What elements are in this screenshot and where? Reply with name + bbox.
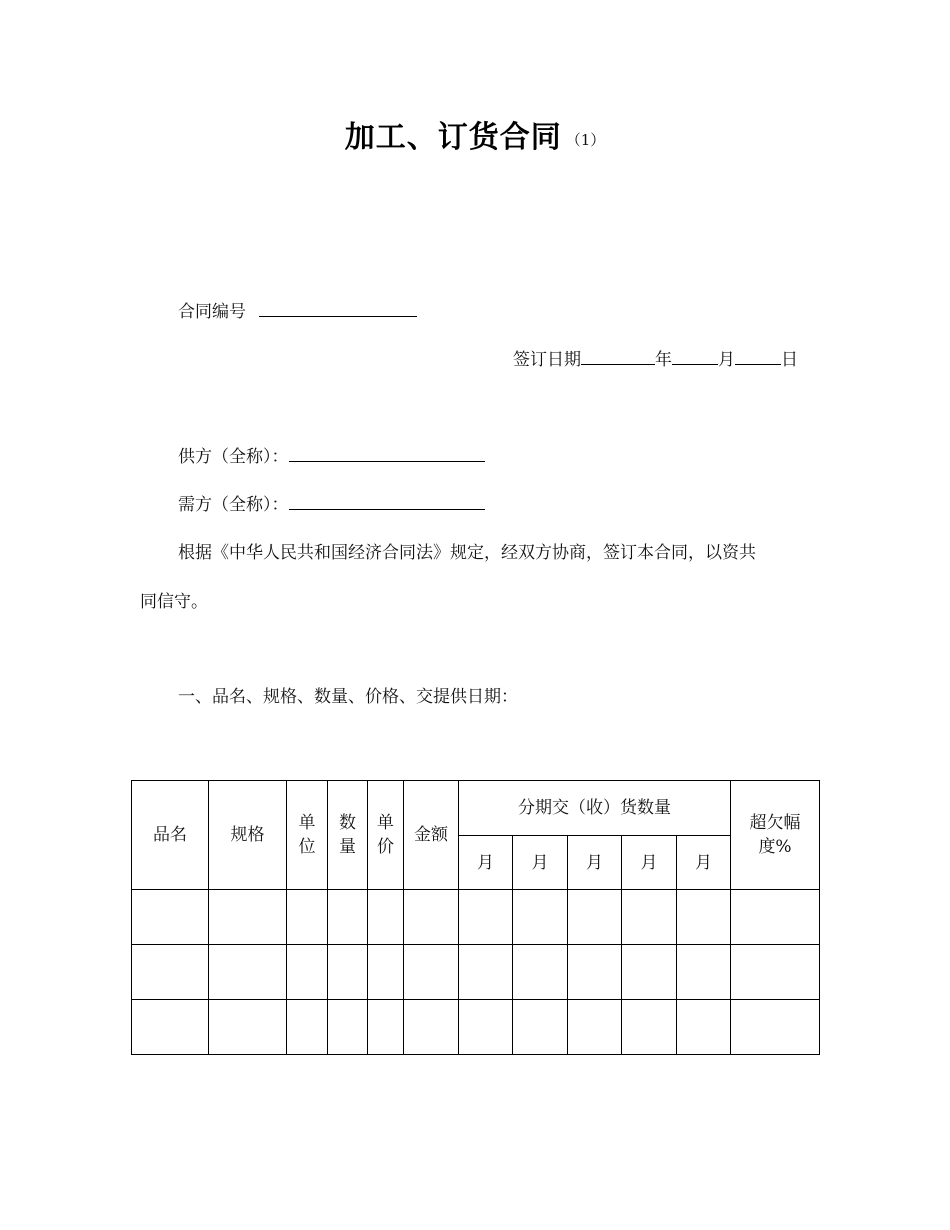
header-product-name: 品名: [132, 781, 209, 890]
header-tolerance: 超欠幅 度%: [731, 781, 820, 890]
table-cell[interactable]: [328, 890, 368, 945]
table-cell[interactable]: [731, 945, 820, 1000]
buyer-field[interactable]: [289, 492, 485, 510]
table-cell[interactable]: [368, 890, 404, 945]
sign-day-field[interactable]: [735, 347, 781, 365]
sign-year-field[interactable]: [581, 347, 655, 365]
table-cell[interactable]: [513, 945, 568, 1000]
header-month-3: 月: [568, 836, 622, 890]
sign-month-field[interactable]: [672, 347, 718, 365]
table-cell[interactable]: [568, 1000, 622, 1055]
table-cell[interactable]: [209, 890, 287, 945]
table-cell[interactable]: [622, 945, 677, 1000]
header-delivery-schedule: 分期交（收）货数量: [459, 781, 731, 836]
table-cell[interactable]: [287, 1000, 328, 1055]
table-cell[interactable]: [404, 890, 459, 945]
table-cell[interactable]: [132, 945, 209, 1000]
table-cell[interactable]: [677, 890, 731, 945]
header-month-5: 月: [677, 836, 731, 890]
intro-paragraph-line2: 同信守。: [140, 592, 208, 612]
contract-number-label: 合同编号: [178, 302, 246, 322]
header-spec: 规格: [209, 781, 287, 890]
table-cell[interactable]: [677, 945, 731, 1000]
table-cell[interactable]: [132, 890, 209, 945]
table-cell[interactable]: [287, 890, 328, 945]
buyer-label: 需方（全称）：: [178, 495, 289, 515]
table-cell[interactable]: [568, 945, 622, 1000]
order-table: [131, 780, 820, 1055]
header-unit: 单 位: [287, 781, 328, 890]
table-cell[interactable]: [622, 890, 677, 945]
table-cell[interactable]: [209, 1000, 287, 1055]
header-amount: 金额: [404, 781, 459, 890]
table-cell[interactable]: [459, 890, 513, 945]
table-cell[interactable]: [328, 1000, 368, 1055]
title-number: （1）: [565, 131, 606, 149]
section-heading: 一、品名、规格、数量、价格、交提供日期：: [178, 687, 518, 707]
table-cell[interactable]: [328, 945, 368, 1000]
table-cell[interactable]: [368, 945, 404, 1000]
table-cell[interactable]: [568, 890, 622, 945]
table-cell[interactable]: [731, 890, 820, 945]
header-month-1: 月: [459, 836, 513, 890]
day-label: 日: [781, 350, 798, 370]
supplier-row: [178, 444, 485, 468]
header-unit-price: 单 价: [368, 781, 404, 890]
table-cell[interactable]: [459, 1000, 513, 1055]
header-month-4: 月: [622, 836, 677, 890]
header-row-top: [132, 781, 820, 836]
contract-number-row: [178, 299, 417, 323]
supplier-field[interactable]: [289, 444, 485, 462]
table-cell[interactable]: [132, 1000, 209, 1055]
table-cell[interactable]: [368, 1000, 404, 1055]
table-cell[interactable]: [287, 945, 328, 1000]
intro-paragraph-line1: 根据《中华人民共和国经济合同法》规定，经双方协商，签订本合同，以资共: [178, 543, 756, 563]
buyer-row: [178, 492, 485, 516]
sign-date-label: 签订日期: [513, 350, 581, 370]
table-cell[interactable]: [404, 1000, 459, 1055]
supplier-label: 供方（全称）：: [178, 447, 289, 467]
table-cell[interactable]: [731, 1000, 820, 1055]
title-text: 加工、订货合同: [344, 120, 562, 155]
document-title: [0, 112, 950, 156]
header-quantity: 数 量: [328, 781, 368, 890]
month-label: 月: [718, 350, 735, 370]
contract-number-field[interactable]: [259, 299, 417, 317]
table-cell[interactable]: [677, 1000, 731, 1055]
table-cell[interactable]: [209, 945, 287, 1000]
table-cell[interactable]: [513, 890, 568, 945]
sign-date-row: [513, 347, 798, 371]
table-row: [132, 1000, 820, 1055]
table-cell[interactable]: [513, 1000, 568, 1055]
header-month-2: 月: [513, 836, 568, 890]
table-cell[interactable]: [404, 945, 459, 1000]
year-label: 年: [655, 350, 672, 370]
table-cell[interactable]: [622, 1000, 677, 1055]
table-row: [132, 890, 820, 945]
table-row: [132, 945, 820, 1000]
table-cell[interactable]: [459, 945, 513, 1000]
